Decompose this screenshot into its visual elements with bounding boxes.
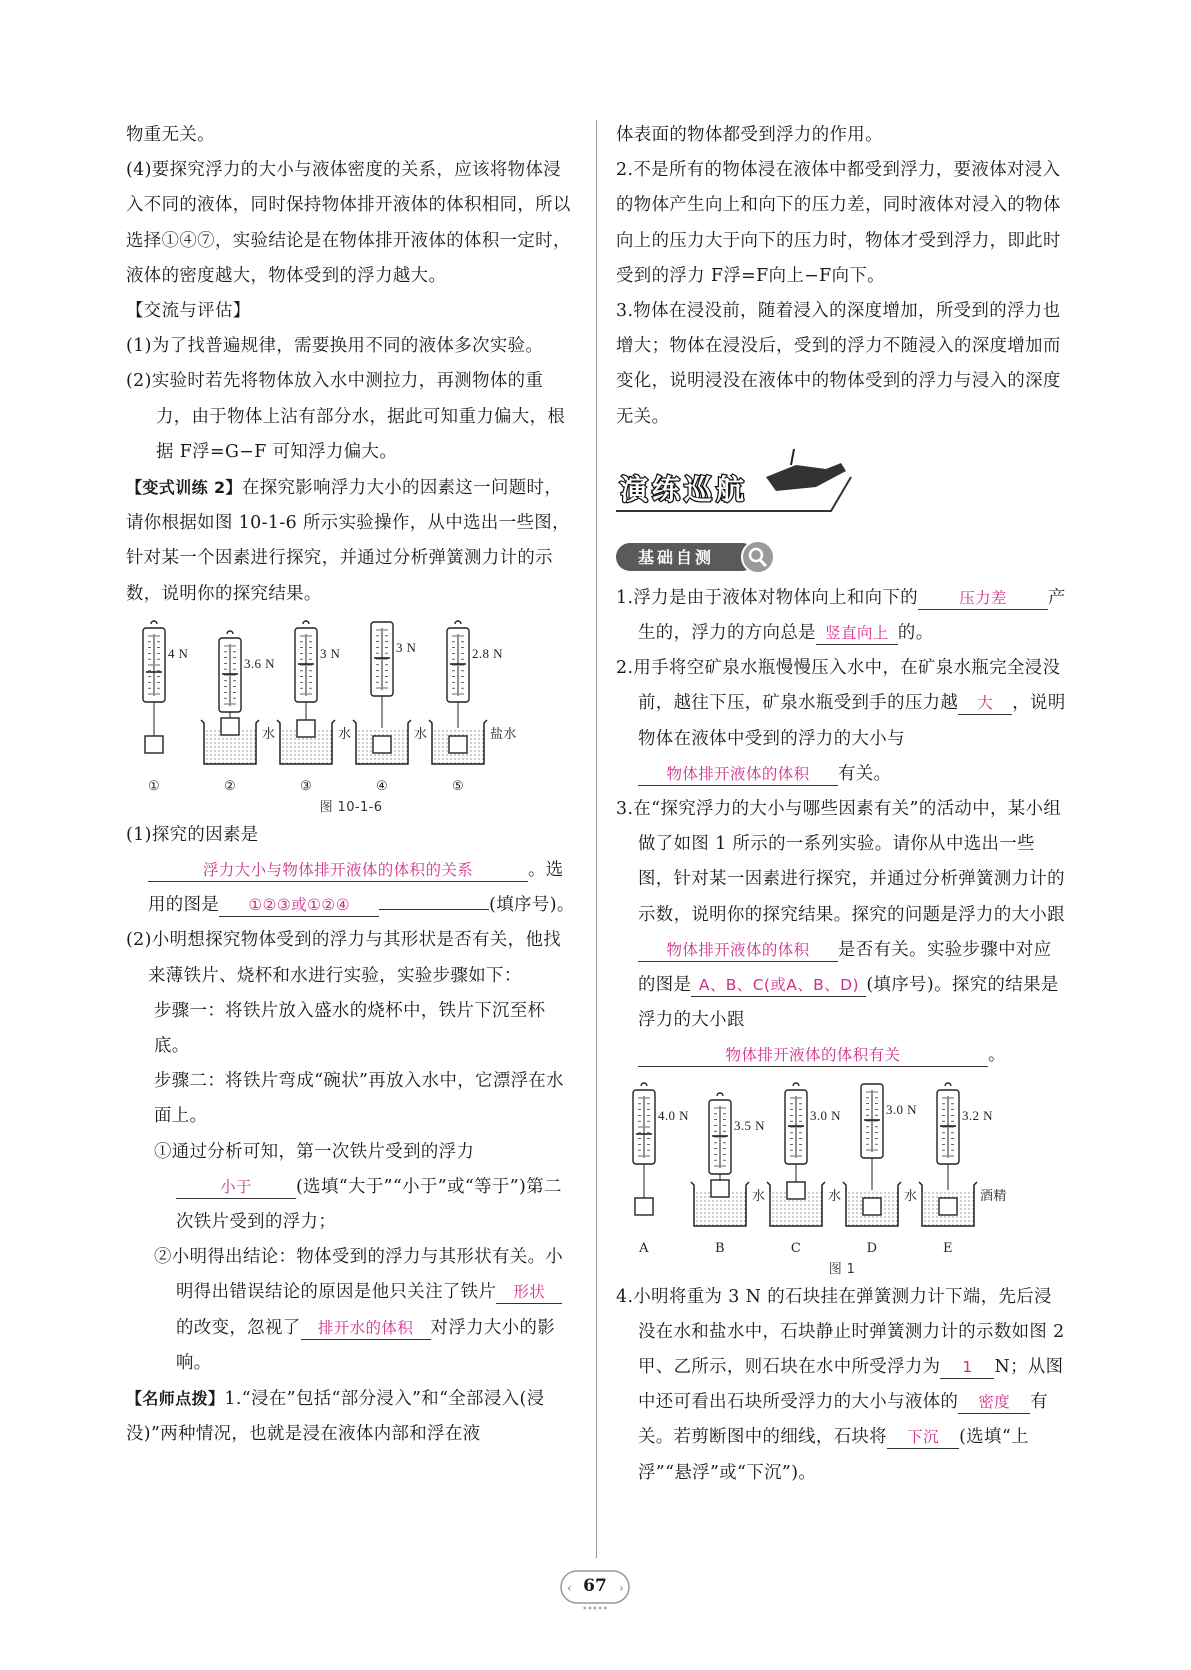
scale-reading: 2.8 N [472,645,503,661]
teacher-tip [126,1381,576,1452]
sub-question-1: ①通过分析可知，第一次铁片受到的浮力小于 (选填“大于”“小于”或“等于”)第二次铁片受到的浮力； [154,1141,562,1233]
hook-icon [945,1083,951,1086]
tip-text: 1.“浸在”包括“部分浸入”和“全部浸入(浸没)”两种情况，也就是浸在液体内部和浮在液 [126,1389,545,1445]
answer-blank[interactable]: ①②③或①②④ [219,894,379,917]
question-1: (1)探究的因素是浮力大小与物体排开液体的体积的关系 。选用的图是 ①②③或①②④ (填序号)。 [126,824,575,916]
answer-blank[interactable]: 排开水的体积 [301,1317,431,1340]
setup-label: B [715,1240,725,1256]
liquid-label: 酒精 [980,1188,1007,1204]
variant-text: 在探究影响浮力大小的因素这一问题时，请你根据如图 10-1-6 所示实验操作，从中选出一些图，针对某一个因素进行探究，并通过分析弹簧测力计的示数，说明你的探究结果。 [126,478,570,604]
stone-block [221,718,239,735]
setup-label: ⑤ [451,778,465,794]
evaluation-item-1: (1)为了找普遍规律，需要换用不同的液体多次实验。 [126,336,544,357]
stone-block [787,1182,805,1199]
experiment-setup [277,621,351,794]
experiment-setup [143,621,189,794]
answer-blank[interactable]: 竖直向上 [816,622,898,645]
liquid-label: 盐水 [490,726,517,742]
answer-blank[interactable]: 物体排开液体的体积 [638,939,838,962]
scale-reading: 3 N [320,645,341,661]
practice-q1: 1.浮力是由于液体对物体向上和向下的 压力差 产生的，浮力的方向总是 竖直向上 的。 [616,587,1066,644]
practice-q2: 2.用手将空矿泉水瓶慢慢压入水中，在矿泉水瓶完全浸没前，越往下压，矿泉水瓶受到手的压力越 大 ，说明物体在液体中受到的浮力的大小与物体排开液体的体积 有关。 [616,658,1066,784]
page-number-badge [553,1568,637,1614]
experiment-setup [919,1083,1007,1256]
setup-label: C [790,1240,802,1256]
stone-block [635,1198,653,1215]
answer-blank[interactable]: 密度 [958,1391,1030,1414]
stone-block [939,1198,957,1215]
hook-icon [227,631,233,634]
column-divider [596,120,597,1558]
left-column [126,118,576,1453]
setup-label: ① [147,778,161,794]
liquid-label: 水 [414,726,428,742]
step-1: 步骤一：将铁片放入盛水的烧杯中，铁片下沉至杯底。 [154,1000,546,1057]
setup-label: E [943,1240,953,1256]
subheader-title: 基础自测 [638,547,715,567]
stone-block [711,1180,729,1197]
experiment-setup [633,1083,689,1256]
scale-reading: 3.0 N [886,1101,917,1117]
scale-reading: 3 N [396,639,417,655]
scale-reading: 3.6 N [244,655,275,671]
svg-text:‹: ‹ [567,1581,572,1595]
warship-banner-graphic [616,447,866,531]
setup-label: ② [223,778,237,794]
paragraph: (4)要探究浮力的大小与液体密度的关系，应该将物体浸入不同的液体，同时保持物体排开液体的体积相同，所以选择①④⑦，实验结论是在物体排开液体的体积一定时，液体的密度越大，物体受到的浮力越大。 [126,160,571,286]
scale-reading: 4 N [168,645,189,661]
hook-icon [717,1093,723,1096]
stone-block [373,736,391,753]
experiment-setup [767,1083,841,1256]
scale-reading: 3.2 N [962,1107,993,1123]
hook-icon [641,1083,647,1086]
practice-q3: 3.在“探究浮力的大小与哪些因素有关”的活动中，某小组做了如图 1 所示的一系列实验。请你从中选出一些图，针对某一因素进行探究，并通过分析弹簧测力计的示数，说明你的探究结果。探究的问题是浮力的大小跟物体排开液体的体积 是否有关。实验步骤中对应的图是 A、B、C(或A、B、D) (填序号)。探究的结果是浮力的大小跟物体排开液体的体积有关 。 [616,799,1065,1066]
hook-icon [793,1083,799,1086]
variant-training [126,470,576,612]
experiment-setup [201,631,275,794]
figure-caption: 图 1 [828,1261,856,1277]
answer-blank[interactable]: 1 [940,1356,994,1379]
liquid-label: 水 [262,726,276,742]
answer-blank[interactable]: 形状 [496,1281,562,1304]
stone-block [863,1198,881,1215]
paragraph: 2.不是所有的物体浸在液体中都受到浮力，要液体对浸入的物体产生向上和向下的压力差，同时液体对浸入的物体向上的压力大于向下的压力时，物体才受到浮力，即此时受到的浮力 F浮=F向上−F向下。 [616,160,1061,286]
liquid-label: 水 [338,726,352,742]
scale-reading: 3.0 N [810,1107,841,1123]
stone-block [449,736,467,753]
answer-blank[interactable]: 下沉 [887,1426,959,1449]
setup-label: ③ [299,778,313,794]
hook-icon [303,621,309,624]
paragraph: 物重无关。 [126,125,215,145]
figure-1 [616,1080,1068,1260]
evaluation-item-2: (2)实验时若先将物体放入水中测拉力，再测物体的重力，由于物体上沾有部分水，据此可知重力偏大，根据 F浮=G−F 可知浮力偏大。 [126,371,566,462]
scale-reading: 4.0 N [658,1107,689,1123]
setup-label: D [866,1240,878,1256]
tip-label: 【名师点拨】 [126,1389,225,1409]
experiment-setup [691,1093,765,1256]
experiment-setup [843,1080,917,1256]
experiment-setup [353,618,427,794]
experiment-setup [429,621,517,794]
banner-title: 演练巡航 [620,472,749,506]
answer-blank[interactable]: 压力差 [918,587,1048,610]
liquid-label: 水 [752,1188,766,1204]
setup-label: A [639,1240,649,1256]
liquid-label: 水 [904,1188,918,1204]
answer-blank[interactable]: 小于 [176,1176,296,1199]
scale-reading: 3.5 N [734,1117,765,1133]
svg-text:•••••: ••••• [582,1603,608,1613]
section-subheader [616,537,1068,577]
variant-label: 【变式训练 2】 [126,478,242,498]
liquid-label: 水 [828,1188,842,1204]
practice-q4: 4.小明将重为 3 N 的石块挂在弹簧测力计下端，先后浸没在水和盐水中，石块静止时弹簧测力计的示数如图 2 甲、乙所示，则石块在水中所受浮力为 1 N；从图中还可看出石块所受浮力的大小与液体的 密度 有关。若剪断图中的细线，石块将 下沉 (选填“上浮”“悬浮”或“下沉”)。 [616,1286,1065,1483]
section-heading: 【交流与评估】 [126,301,251,322]
hook-icon [151,621,157,624]
paragraph: 3.物体在浸没前，随着浸入的深度增加，所受到的浮力也增大；物体在浸没后，受到的浮力不随浸入的深度增加而变化，说明浸没在液体中的物体受到的浮力与浸入的深度无关。 [616,301,1061,427]
right-column [616,118,1068,1491]
paragraph: 体表面的物体都受到浮力的作用。 [616,125,883,145]
stone-block [297,720,315,737]
svg-text:›: › [619,1581,624,1595]
step-2: 步骤二：将铁片弯成“碗状”再放入水中，它漂浮在水面上。 [154,1071,564,1127]
answer-blank[interactable]: 物体排开液体的体积有关 [638,1044,988,1067]
answer-blank[interactable]: 浮力大小与物体排开液体的体积的关系 [148,859,528,882]
answer-blank[interactable]: 大 [958,692,1012,715]
figure-caption: 图 10-1-6 [319,799,383,815]
sub-question-2: ②小明得出结论：物体受到的浮力与其形状有关。小明得出错误结论的原因是他只关注了铁片 形状的改变，忽视了 排开水的体积 对浮力大小的影响。 [154,1247,564,1373]
stone-block [145,736,163,753]
page-number: 67 [583,1576,607,1596]
practice-banner [616,447,1068,531]
answer-blank[interactable]: A、B、C(或A、B、D) [691,974,866,997]
question-2: (2)小明想探究物体受到的浮力与其形状是否有关，他找来薄铁片、烧杯和水进行实验，实验步骤如下： [126,930,562,986]
answer-blank[interactable]: 物体排开液体的体积 [638,763,838,786]
figure-10-1-6 [126,618,576,798]
hook-icon [455,621,461,624]
setup-label: ④ [375,778,389,794]
answer-blank-continuation [379,909,489,910]
